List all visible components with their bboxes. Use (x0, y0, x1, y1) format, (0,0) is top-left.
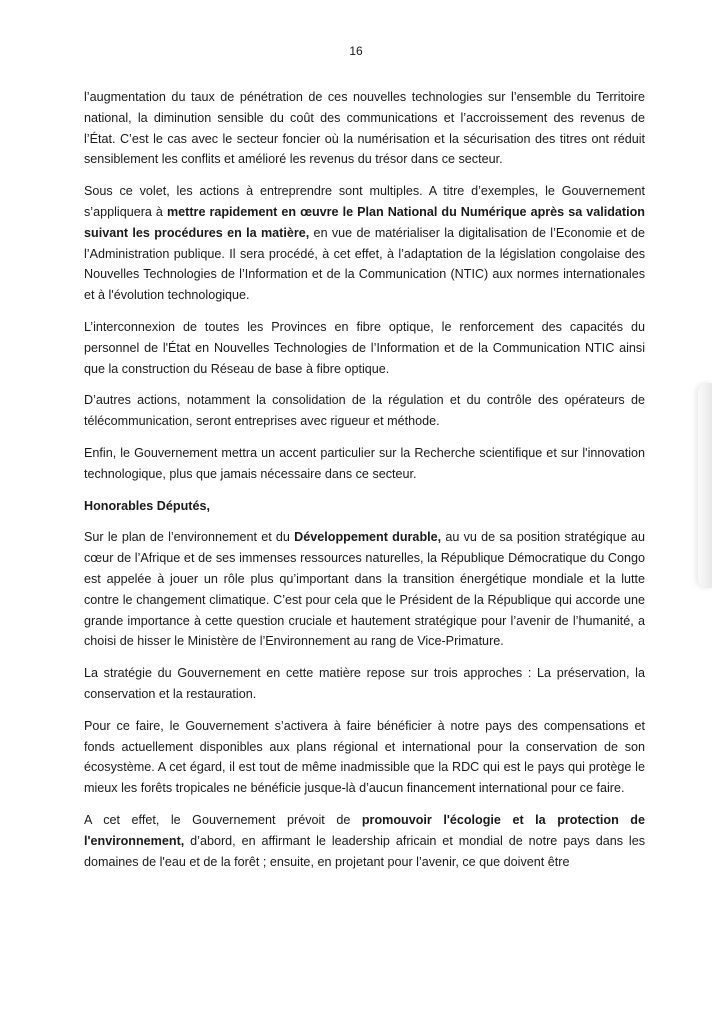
document-body (84, 87, 645, 883)
heading-text: Honorables Députés, (84, 498, 210, 513)
paragraph (84, 87, 645, 170)
paragraph-text: La stratégie du Gouvernement en cette matière repose sur trois approches : La préservation, la conservation et la restauration. (84, 666, 645, 701)
paragraph-text: Enfin, le Gouvernement mettra un accent particulier sur la Recherche scientifique et sur l'innovation technologique, plus que jamais nécessaire dans ce secteur. (84, 445, 645, 481)
section-heading (84, 496, 645, 517)
bold-text: promouvoir l'écologie et la protection de l'environnement, (84, 812, 645, 848)
paragraph (84, 443, 645, 485)
bold-text: Développement durable, (294, 530, 442, 545)
paragraph-text: au vu de sa position stratégique au cœur de l’Afrique et de ses immenses ressources naturelles, la République Démocratique du Congo est appelée à jouer un rôle plus qu’important dans la transition énergétique mondiale et la lutte contre le changement climatique. C’est pour cela que le Président de la République qui accorde une grande importance à cette question cruciale et hautement stratégique pour l’avenir de l’humanité, a choisi de hisser le Ministère de l’Environnement au rang de Vice-Primature. (84, 530, 645, 649)
paragraph-text: l’augmentation du taux de pénétration de ces nouvelles technologies sur l’ensemble du Territoire national, la diminution sensible du coût des communications et l’accroissement des revenus de l’État. C’est le cas avec le secteur foncier où la numérisation et la sécurisation des titres ont réduit sensiblement les conflits et amélioré les revenus du trésor dans ce secteur. (84, 90, 645, 167)
paragraph-text: Sur le plan de l’environnement et du (84, 530, 295, 545)
paragraph (84, 181, 645, 306)
paragraph (84, 810, 645, 872)
paragraph-text: D’autres actions, notamment la consolidation de la régulation et du contrôle des opérateurs de télécommunication, seront entreprises avec rigueur et méthode. (84, 393, 645, 429)
paragraph (84, 317, 645, 379)
paragraph-text: A cet effet, le Gouvernement prévoit de (84, 812, 362, 827)
paragraph-text: L’interconnexion de toutes les Provinces en fibre optique, le renforcement des capacités du personnel de l'État en Nouvelles Technologies de l’Information et de la Communication NTIC ainsi que la construction du Réseau de base à fibre optique. (84, 319, 645, 376)
paragraph-text: en vue de matérialiser la digitalisation de l’Economie et de l’Administration publique. Il sera procédé, à cet effet, à l’adaptation de la législation congolaise des Nouvelles Technologies de l’Information et de la Communication (NTIC) aux normes internationales et à l'évolution technologique. (84, 225, 645, 303)
paragraph-text: Sous ce volet, les actions à entreprendre sont multiples. A titre d’exemples, le Gouvernement s’appliquera à (84, 184, 645, 219)
scroll-edge-handle[interactable] (698, 383, 712, 588)
paragraph-text: Pour ce faire, le Gouvernement s’activera à faire bénéficier à notre pays des compensations et fonds actuellement disponibles aux plans régional et international pour la conservation de son écosystème. A cet égard, il est tout de même inadmissible que la RDC qui est le pays qui protège le mieux les forêts tropicales ne bénéficie jusque-là d’aucun financement international pour ce faire. (84, 718, 645, 796)
page-number: 16 (349, 44, 363, 58)
paragraph (84, 527, 645, 652)
paragraph (84, 716, 645, 799)
paragraph-text: d’abord, en affirmant le leadership africain et mondial de notre pays dans les domaines de l'eau et de la forêt ; ensuite, en projetant pour l’avenir, ce que doivent être (84, 833, 645, 869)
paragraph (84, 663, 645, 705)
bold-text: mettre rapidement en œuvre le Plan National du Numérique après sa validation suivant les procédures en la matière, (84, 204, 646, 240)
paragraph (84, 390, 645, 432)
